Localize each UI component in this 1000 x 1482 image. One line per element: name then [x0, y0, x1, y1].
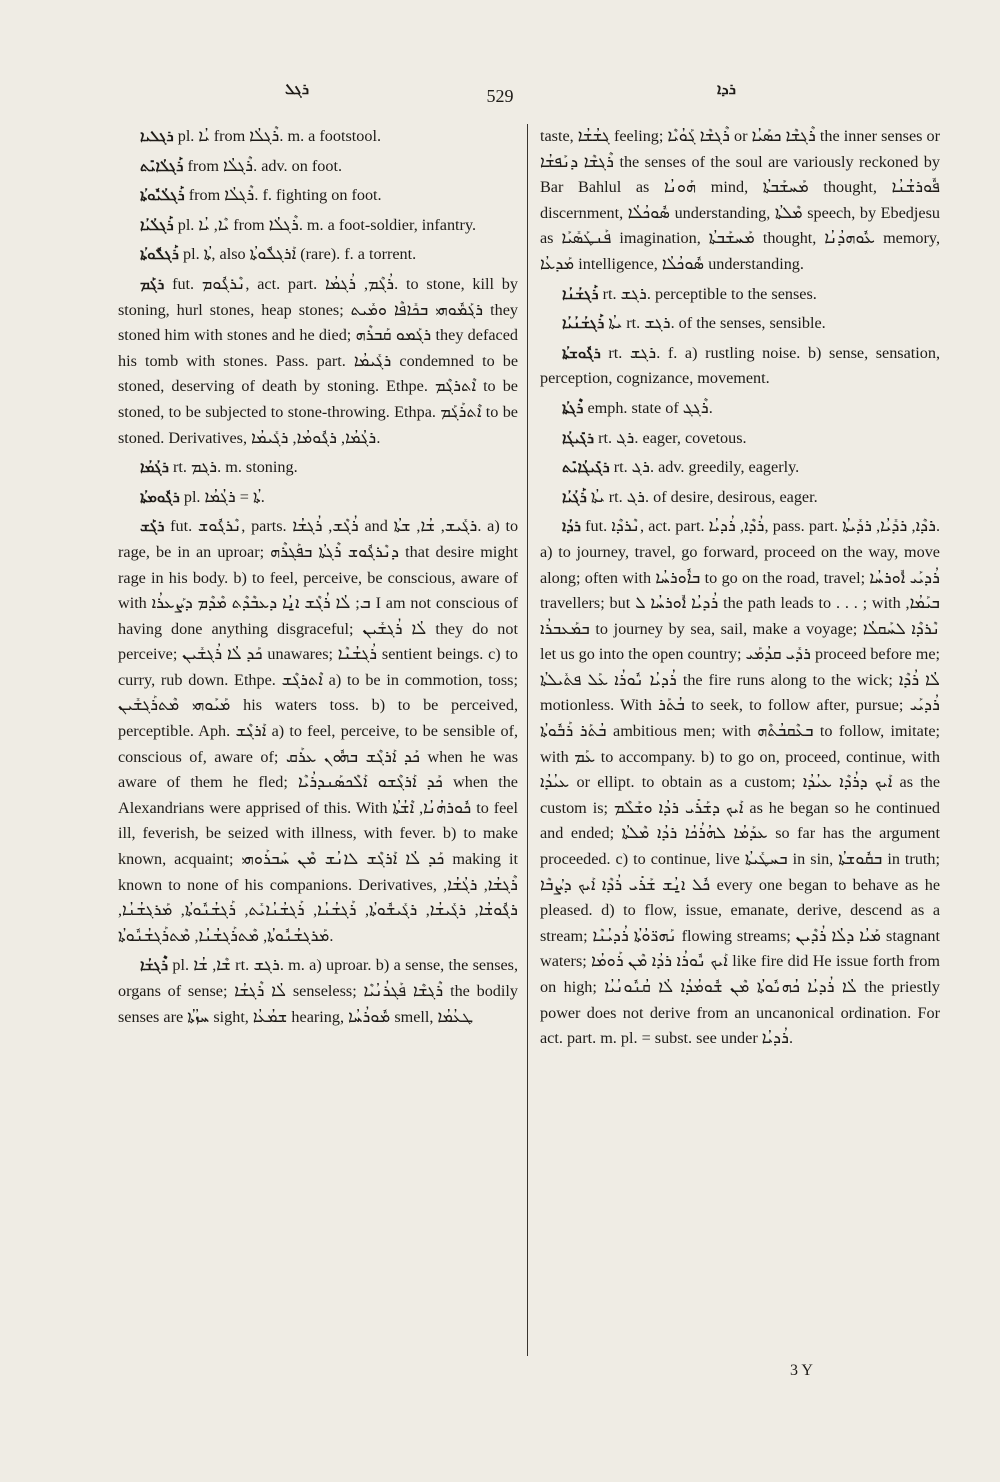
entry-headword: ܪܓܳܡܳܐ [140, 458, 169, 477]
dictionary-entry [540, 514, 940, 1051]
dictionary-entry [118, 213, 518, 239]
right-column [540, 124, 940, 1056]
entry-headword: ܪܕܳܐ [562, 517, 581, 536]
entry-headword: ܪܶܓܫܳܐ [140, 956, 169, 975]
dictionary-entry [540, 341, 940, 392]
dictionary-entry [540, 396, 940, 422]
dictionary-entry [540, 455, 940, 481]
entry-definition: pl. ܫܶܐ, ܫܳܐ rt. ܪܓܫ. m. a) uproar. b) a sense, the senses, organs of sense; ܠܳܐ ܪܶܓܫܳܐ senseless; ܪܶܓܫܶܐ ܦܰܓܪܳܢܳܝܶܐ the bodily senses are ܚܙܳܬܳܐ sight, ܫܡܳܥܳܐ hearing, ܡܽܘܪܳܚܳܐ smell, ܛܥܳܡܳܐ [118, 956, 519, 1026]
entry-definition: fut. ܢܶܪܕܶܐ, act. part. ܪܳܕܶܐ, ܪܳܕܝܳܐ, pass. part. ܪܕܶܐ, ܪܕܺܝܳܐ, ܪܕܺܝܬܳܐ. a) to journey, travel, go forward, proceed on the way, move along; often with ܒܐܽܘܪܚܳܐ to go on the road, travel; ܪܳܕܝܰܝ ܐܽܘܪܚܳܐ travellers; but ܪܳܕܝܳܐ ܐܽܘܪܚܳܐ ܠ the path leads to . . . ; with ܒܝܰܡܳܐ, ܒܡܰܥܒܪܳܐ to journey by sea, sail, make a voyage; ܢܶܪܕܶܐ ܠܚܰܩܠܳܐ let us go into the open country; ܪܕܺܝ ܩܕܳܡܰܝ proceed before me; ܪܳܕܝܳܐ ܢܽܘܪܳܐ ܥܰܠ ܦܬܺܝܠܬܳܐ the fire runs along to the wick; ܠܳܐ ܪܳܕܶܐ motionless. With ܒܳܬܰܪ to seek, to follow after, pursue; ܪܳܕܝܰܝ ܒܳܬܰܪ ܪܰܒܽܘܬܳܐ ambitious men; with ܒܥܶܩܒܳܬܶܗ to follow, imitate; with ܥܰܡ to accompany. b) to go on, proceed, continue, with ܥܝܳܕܳܐ or ellipt. to obtain as a custom; ܐܰܝܟ ܕܪܳܕܶܐ ܥܝܳܕܳܐ as the custom is; ܐܰܝܟ ܕܫܰܪܺܝ ܪܕܳܐ ܘܫܰܠܶܡ as he began so he continued and ended; ܥܕܰܡܳܐ ܠܗܳܪܳܟܳܐ ܪܕܳܐ ܡܶܠܬܳܐ so far has the argument proceeded. c) to continue, live ܒܚܛܺܝܬܳܐ in sin, ܒܩܽܘܫܬܳܐ in truth; ܟܽܠ ܐ̱ܢܳܫ ܫܰܪܺܝ ܪܳܕܶܐ ܐܰܝܟ ܕܨܳܒܶܐ every one began to behave as he pleased. d) to flow, issue, emanate, derive, descend as a stream; ܢܰܗܪ̈ܘܳܬܳܐ ܪܳܕܝܳܢܶܐ flowing streams; ܡܰܝܳܐ ܕܠܳܐ ܪܳܕܶܝܢ stagnant waters; ܐܰܝܟ ܢܽܘܪܳܐ ܪܕܳܐ ܡܶܢ ܪܰܘܡܳܐ like fire did He issue forth from on high; ܠܳܐ ܪܳܕܝܳܐ ܟܳܗܢܽܘܬܳܐ ܡܶܢ ܫܽܘܡܳܕܳܐ ܠܳܐ ܩܳܢܽܘܢܳܝܳܐ the priestly power does not derive from an uncanonical ordination. For act. part. m. pl. = subst. see under ܪܳܕܝܳܐ. [540, 517, 941, 1048]
entry-headword: ܪܓܰܡ [140, 274, 165, 293]
entry-definition: pl. ܝܳܐ from ܪܶܓܠܳܐ. m. a footstool. [177, 127, 382, 145]
entry-definition: pl. ܬܳܐ = ܪܓܳܡܳܐ. [183, 487, 265, 506]
entry-headword: ܪܓܰܫ [140, 517, 165, 536]
dictionary-entry [118, 953, 518, 1030]
entry-definition: rt. ܪܓܫ. f. a) rustling noise. b) sense, sensation, perception, cognizance, movement. [540, 343, 941, 388]
dictionary-entry [118, 272, 518, 451]
entry-headword: ܪܶܓܬܳܐ [562, 398, 584, 417]
dictionary-entry [540, 311, 940, 337]
dictionary-entry [118, 455, 518, 481]
entry-definition: taste, ܓܫܳܫܳܐ feeling; ܪܶܓܫܶܐ ܓܰܘܳܝܶܐ or ܪܶܓܫܶܐ ܟܣܰܝܳܐ the inner senses or ܪܶܓܫܶܐ ܕܢܰܦܫܳܐ the senses of the soul are variously reckoned by Bar Bahlul as ܗܰܘܢܳܐ mind, ܡܰܚܫܰܒܬܳܐ thought, ܦܽܘܪܫܳܢܳܐ discernment, ܣܽܘܟܳܠܳܐ understanding, ܡܶܠܬܳܐ speech, by Ebedjesu as ܦܰܢܛܰܣܺܝܰܐ imagination, ܡܰܚܫܰܒܬܳܐ thought, ܥܽܘܗܕܳܢܳܐ memory, ܡܰܕܥܳܐ intelligence, ܣܽܘܟܳܠܳܐ understanding. [540, 127, 941, 273]
running-head-right: ܪܕܐ [717, 80, 736, 98]
dictionary-entry [118, 154, 518, 180]
dictionary-entry [118, 183, 518, 209]
entry-definition: rt. ܪܓܡ. m. stoning. [172, 458, 298, 477]
entry-headword: ܪܓܺܝܓܳܐ [562, 428, 595, 447]
entry-headword: ܪܰܓܠܽܘܬܳܐ [140, 245, 179, 264]
entry-headword: ܪܓܺܝܓܳܐܝܺܬ [562, 458, 610, 477]
entry-definition: fut. ܢܶܪܓܽܘܡ, act. part. ܪܳܓܶܡ, ܪܳܓܡܳܐ. to stone, kill by stoning, hurl stones, heap stones; ܪܓܰܡܽܘܗܝ ܒܟܺܐܦܶܐ ܘܡܺܝܬ they stoned him with stones and he died; ܪܓܰܡܘ ܩܰܒܪܶܗ they defaced his tomb with stones. Pass. part. ܪܓܺܝܡܳܐ condemned to be stoned, deserving of death by stoning. Ethpe. ܐܶܬܪܓܶܡ to be stoned, to be subjected to stone-throwing. Ethpa. ܐܶܬܪܰܓܰܡ to be stoned. Derivatives, ܪܓܳܡܳܐ, ܪܓܽܘܡܳܐ, ܪܓܺܝܡܳܐ. [118, 274, 518, 447]
column-rule [527, 124, 528, 1356]
entry-definition: ܝܬܳܐ rt. ܪܓ. of desire, desirous, eager. [590, 487, 818, 506]
entry-headword: ܪܰܓܠܳܐܝܺܬ [140, 156, 184, 175]
entry-headword: ܪܰܓܫܳܢܳܝܳܐ [562, 314, 605, 333]
entry-definition: rt. ܪܓܫ. perceptible to the senses. [602, 284, 817, 303]
entry-definition: pl. ܬܳܐ, also ܐܰܪܓܠܽܘܬܳܐ (rare). f. a torrent. [182, 245, 417, 264]
dictionary-entry [118, 514, 518, 949]
dictionary-entry [540, 124, 940, 278]
entry-definition: emph. state of ܪܶܓܓ. [587, 398, 713, 417]
entry-headword: ܪܰܓܠܳܝܳܐ [140, 215, 174, 234]
dictionary-entry [540, 485, 940, 511]
dictionary-entry [540, 282, 940, 308]
entry-headword: ܪܓܠܝܐ [140, 127, 174, 145]
entry-headword: ܪܓܽܘܡܬܳܐ [140, 487, 180, 506]
signature-mark: 3 Y [790, 1362, 813, 1379]
left-column [118, 124, 518, 1034]
dictionary-entry [118, 242, 518, 268]
entry-definition: rt. ܪܓ. eager, covetous. [598, 428, 747, 447]
entry-definition: from ܪܶܓܠܳܐ. adv. on foot. [187, 156, 342, 175]
dictionary-entry [118, 124, 518, 150]
running-head-left: ܪܓܠ [285, 80, 310, 98]
entry-definition: rt. ܪܓ. adv. greedily, eagerly. [613, 458, 800, 477]
entry-definition: pl. ܝܶܐ, ܝܳܐ from ܪܶܓܠܳܐ. m. a foot-soldier, infantry. [177, 215, 477, 234]
entry-headword: ܪܓܽܘܫܬܳܐ [562, 343, 601, 362]
entry-definition: fut. ܢܶܪܓܽܘܫ, parts. ܪܳܓܶܫ, ܪܳܓܫܳܐ and ܪܓܺܝܫ, ܫܳܐ, ܫܬܳܐ. a) to rage, be in an uproar; ܕܢܶܪܓܽܘܫ ܪܶܓܬܳܐ ܒܦܰܓܪܶܗ that desire might rage in his body. b) to feel, perceive, be conscious, aware of with ܒ; ܠܳܐ ܪܳܓܶܫ ܐ̱ܢܳܐ ܕܥܒܶܕܶܬ ܡܶܕܶܡ ܕܨܰܥܪܳܐ I am not conscious of having done anything disgraceful; ܠܳܐ ܪܳܓܫܺܝܢ they do not perceive; ܟܰܕ ܠܳܐ ܪܳܓܫܺܝܢ unawares; ܪܳܓܫܳܢܶܐ sentient beings. c) to curry, rub down. Ethpe. ܐܶܬܪܓܶܫ a) to be in commotion, toss; ܡܰܝܰܘܗܝ ܡܶܬܪܰܓܫܺܝܢ his waters toss. b) to be perceived, perceptible. Aph. ܐܰܪܓܶܫ a) to feel, perceive, to be sensible of, conscious of, aware of; ܟܰܕ ܐܰܪܓܶܫ ܒܗܽܘܢ ܥܪܰܩ when he was aware of them he fled; ܟܰܕ ܐܰܪܓܶܫܘ ܐܰܠܶܟܣܰܢܕܪܳܝܶܐ when the Alexandrians were apprised of this. With ܟܽܘܪܗܳܢܳܐ, ܐܶܫܳܬܳܐ to feel ill, feverish, be seized with illness, with fever. b) to make known, acquaint; ܟܰܕ ܠܳܐ ܐܰܪܓܶܫ ܠܐܢܳܫ ܡܶܢ ܚܰܒܪܰܘܗܝ making it known to none of his companions. Derivatives, ܪܶܓܫܳܐ, ܪܓܳܫܳܐ, ܪܓܽܘܫܳܐ, ܪܓܺܝܫܳܐ, ܪܓܺܝܫܽܘܬܳܐ, ܪܰܓܫܳܢܳܐ, ܪܰܓܫܳܢܳܐܝܺܬ, ܪܰܓܫܳܢܽܘܬܳܐ, ܡܰܪܓܫܳܢܳܐ, ܡܰܪܓܫܳܢܽܘܬܳܐ, ܡܶܬܪܰܓܫܳܢܳܐ, ܡܶܬܪܰܓܫܳܢܽܘܬܳܐ. [118, 517, 519, 945]
entry-definition: ܝܬܳܐ rt. ܪܓܫ. of the senses, sensible. [608, 314, 826, 333]
entry-headword: ܪܰܓܳܝܳܐ [562, 487, 587, 506]
page-number: 529 [486, 86, 514, 106]
dictionary-entry [540, 426, 940, 452]
dictionary-entry [118, 485, 518, 511]
entry-headword: ܪܰܓܫܳܢܳܐ [562, 284, 599, 303]
entry-definition: from ܪܶܓܠܳܐ. f. fighting on foot. [188, 186, 382, 205]
entry-headword: ܪܰܓܠܳܝܽܘܬܳܐ [140, 186, 185, 205]
